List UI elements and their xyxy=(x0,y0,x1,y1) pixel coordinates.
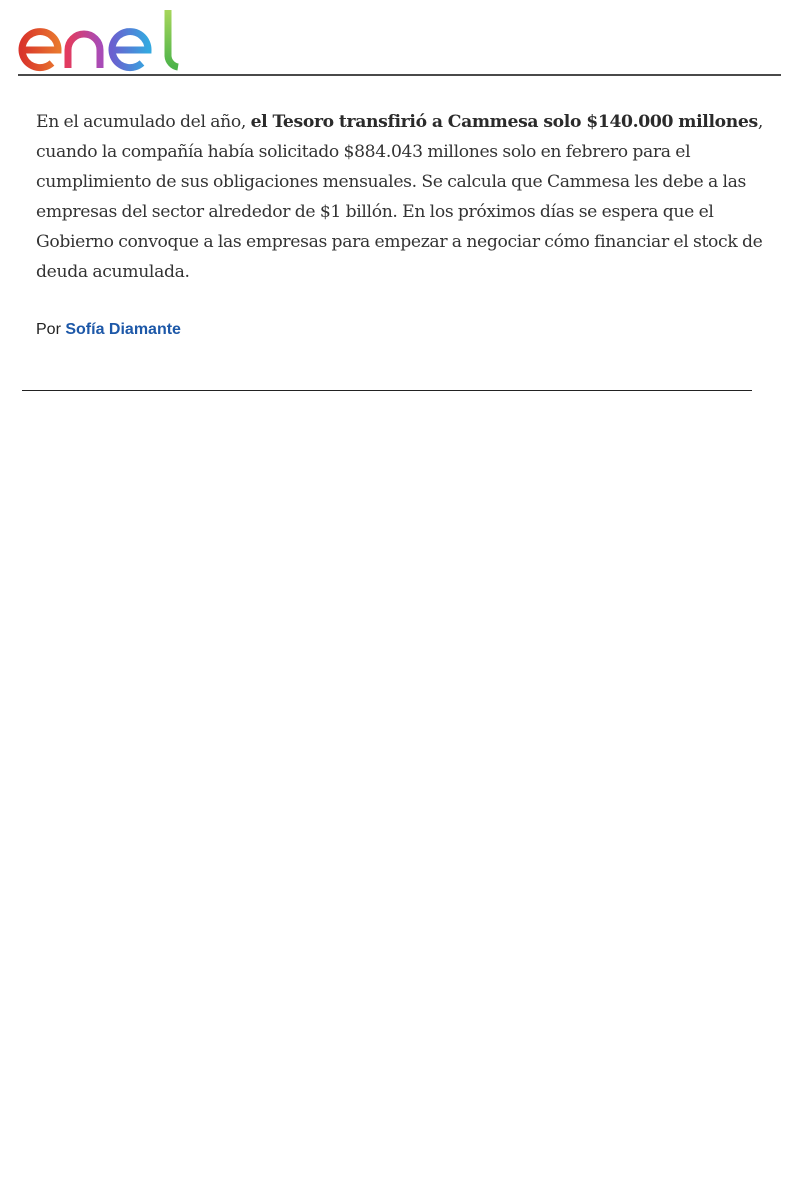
byline-prefix: Por xyxy=(36,321,61,338)
paragraph-text-rest: , cuando la compañía había solicitado $884.043 millones solo en febrero para el cumplimiento de sus obligaciones mensuales. Se calcula que Cammesa les debe a las empresas del sector alrededor de $1 billón. En los próximos días se espera que el Gobierno convoque a las empresas para empezar a negociar cómo financiar el stock de deuda acumulada. xyxy=(36,112,763,282)
article-body xyxy=(36,107,766,287)
author-link[interactable]: Sofía Diamante xyxy=(65,321,181,338)
header-divider xyxy=(18,74,781,76)
paragraph-highlight: el Tesoro transfirió a Cammesa solo $140.000 millones xyxy=(250,112,758,132)
article-paragraph xyxy=(36,107,766,287)
header xyxy=(0,0,800,76)
footer-divider xyxy=(22,390,752,391)
paragraph-text-intro: En el acumulado del año, xyxy=(36,112,251,132)
byline xyxy=(36,320,181,340)
enel-logo[interactable] xyxy=(14,6,184,72)
